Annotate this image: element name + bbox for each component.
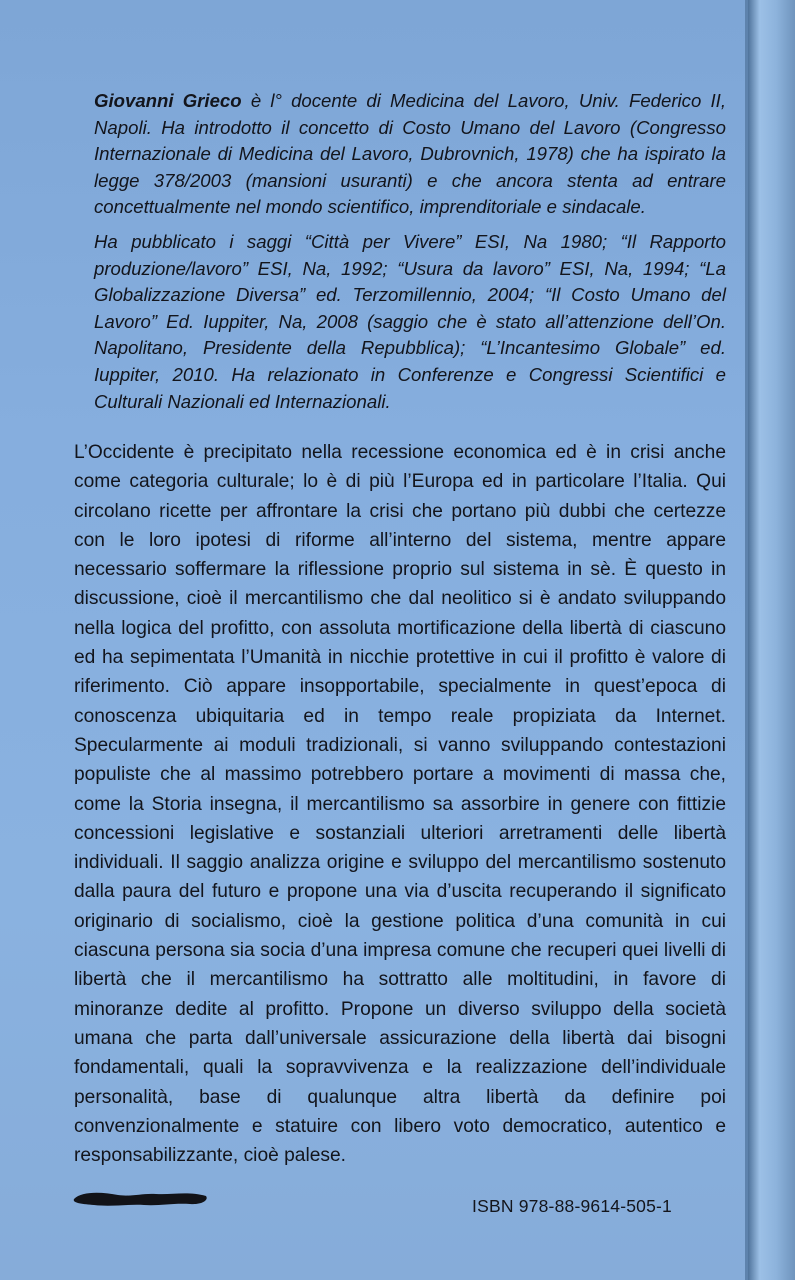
book-spine [748,0,795,1280]
bio-paragraph-1 [94,88,726,221]
redacted-publisher-mark [72,1188,210,1210]
author-name: Giovanni Grieco [94,90,242,111]
bio-paragraph-2: Ha pubblicato i saggi “Città per Vivere” ESI, Na 1980; “Il Rapporto produzione/lavoro” ESI, Na, 1992; “Usura da lavoro” ESI, Na, 1994; “La Globalizzazione Diversa” ed. Terzomillennio, 2004; “Il Costo Umano del Lavoro” Ed. Iuppiter, Na, 2008 (saggio che è stato all’attenzione dell’On. Napolitano, Presidente della Repubblica); “L’Incantesimo Globale” ed. Iuppiter, 2010. Ha relazionato in Conferenze e Congressi Scientifici e Culturali Nazionali ed Internazionali. [94,230,726,412]
synopsis-paragraph: L’Occidente è precipitato nella recessione economica ed è in crisi anche come categoria culturale; lo è di più l’Europa ed in particolare l’Italia. Qui circolano ricette per affrontare la crisi che portano più dubbi che certezze con le loro ipotesi di riforme all’interno del sistema, mentre appare necessario soffermare la riflessione proprio sul sistema in sè. È questo in discussione, cioè il mercantilismo che dal neolitico si è andato sviluppando nella logica del profitto, con assoluta mortificazione della libertà di ciascuno ed ha sepimentata l’Umanità in nicchie protettive in cui il profitto è valore di riferimento. Ciò appare insopportabile, specialmente in quest’epoca di conoscenza ubiquitaria ed in tempo reale propiziata da Internet. Specularmente ai moduli tradizionali, si vanno sviluppando contestazioni populiste che al massimo potrebbero portare a movimenti di massa che, come la Storia insegna, il mercantilismo sa assorbire in genere con fittizie concessioni legislative e sostanziali ulteriori arretramenti delle libertà individuali. Il saggio analizza origine e sviluppo del mercantilismo sostenuto dalla paura del futuro e propone una via d’uscita recuperando il significato originario di socialismo, cioè la gestione politica d’una comunità in cui ciascuna persona sia socia d’una impresa comune che recuperi quei livelli di libertà che il mercantilismo ha sottratto alle moltitudini, in favore di minoranze dedite al profitto. Propone un diverso sviluppo della società umana che parta dall’universale assicurazione della libertà dai bisogni fondamentali, quali la sopravvivenza e la realizzazione dell’individuale personalità, base di qualunque altra libertà da definire poi convenzionalmente e statuire con libero voto democratico, autentico e responsabilizzante, cioè palese. [74,442,726,1167]
book-synopsis [74,438,726,1170]
isbn-label: ISBN 978-88-9614-505-1 [472,1196,672,1216]
author-bio [94,88,726,423]
bio-paragraph-1-text: è l° docente di Medicina del Lavoro, Univ. Federico II, Napoli. Ha introdotto il concetto di Costo Umano del Lavoro (Congresso Internazionale di Medicina del Lavoro, Dubrovnich, 1978) che ha ispirato la legge 378/2003 (mansioni usuranti) e che ancora stenta ad entrare concettualmente nel mondo scientifico, imprenditoriale e sindacale. [94,90,726,218]
